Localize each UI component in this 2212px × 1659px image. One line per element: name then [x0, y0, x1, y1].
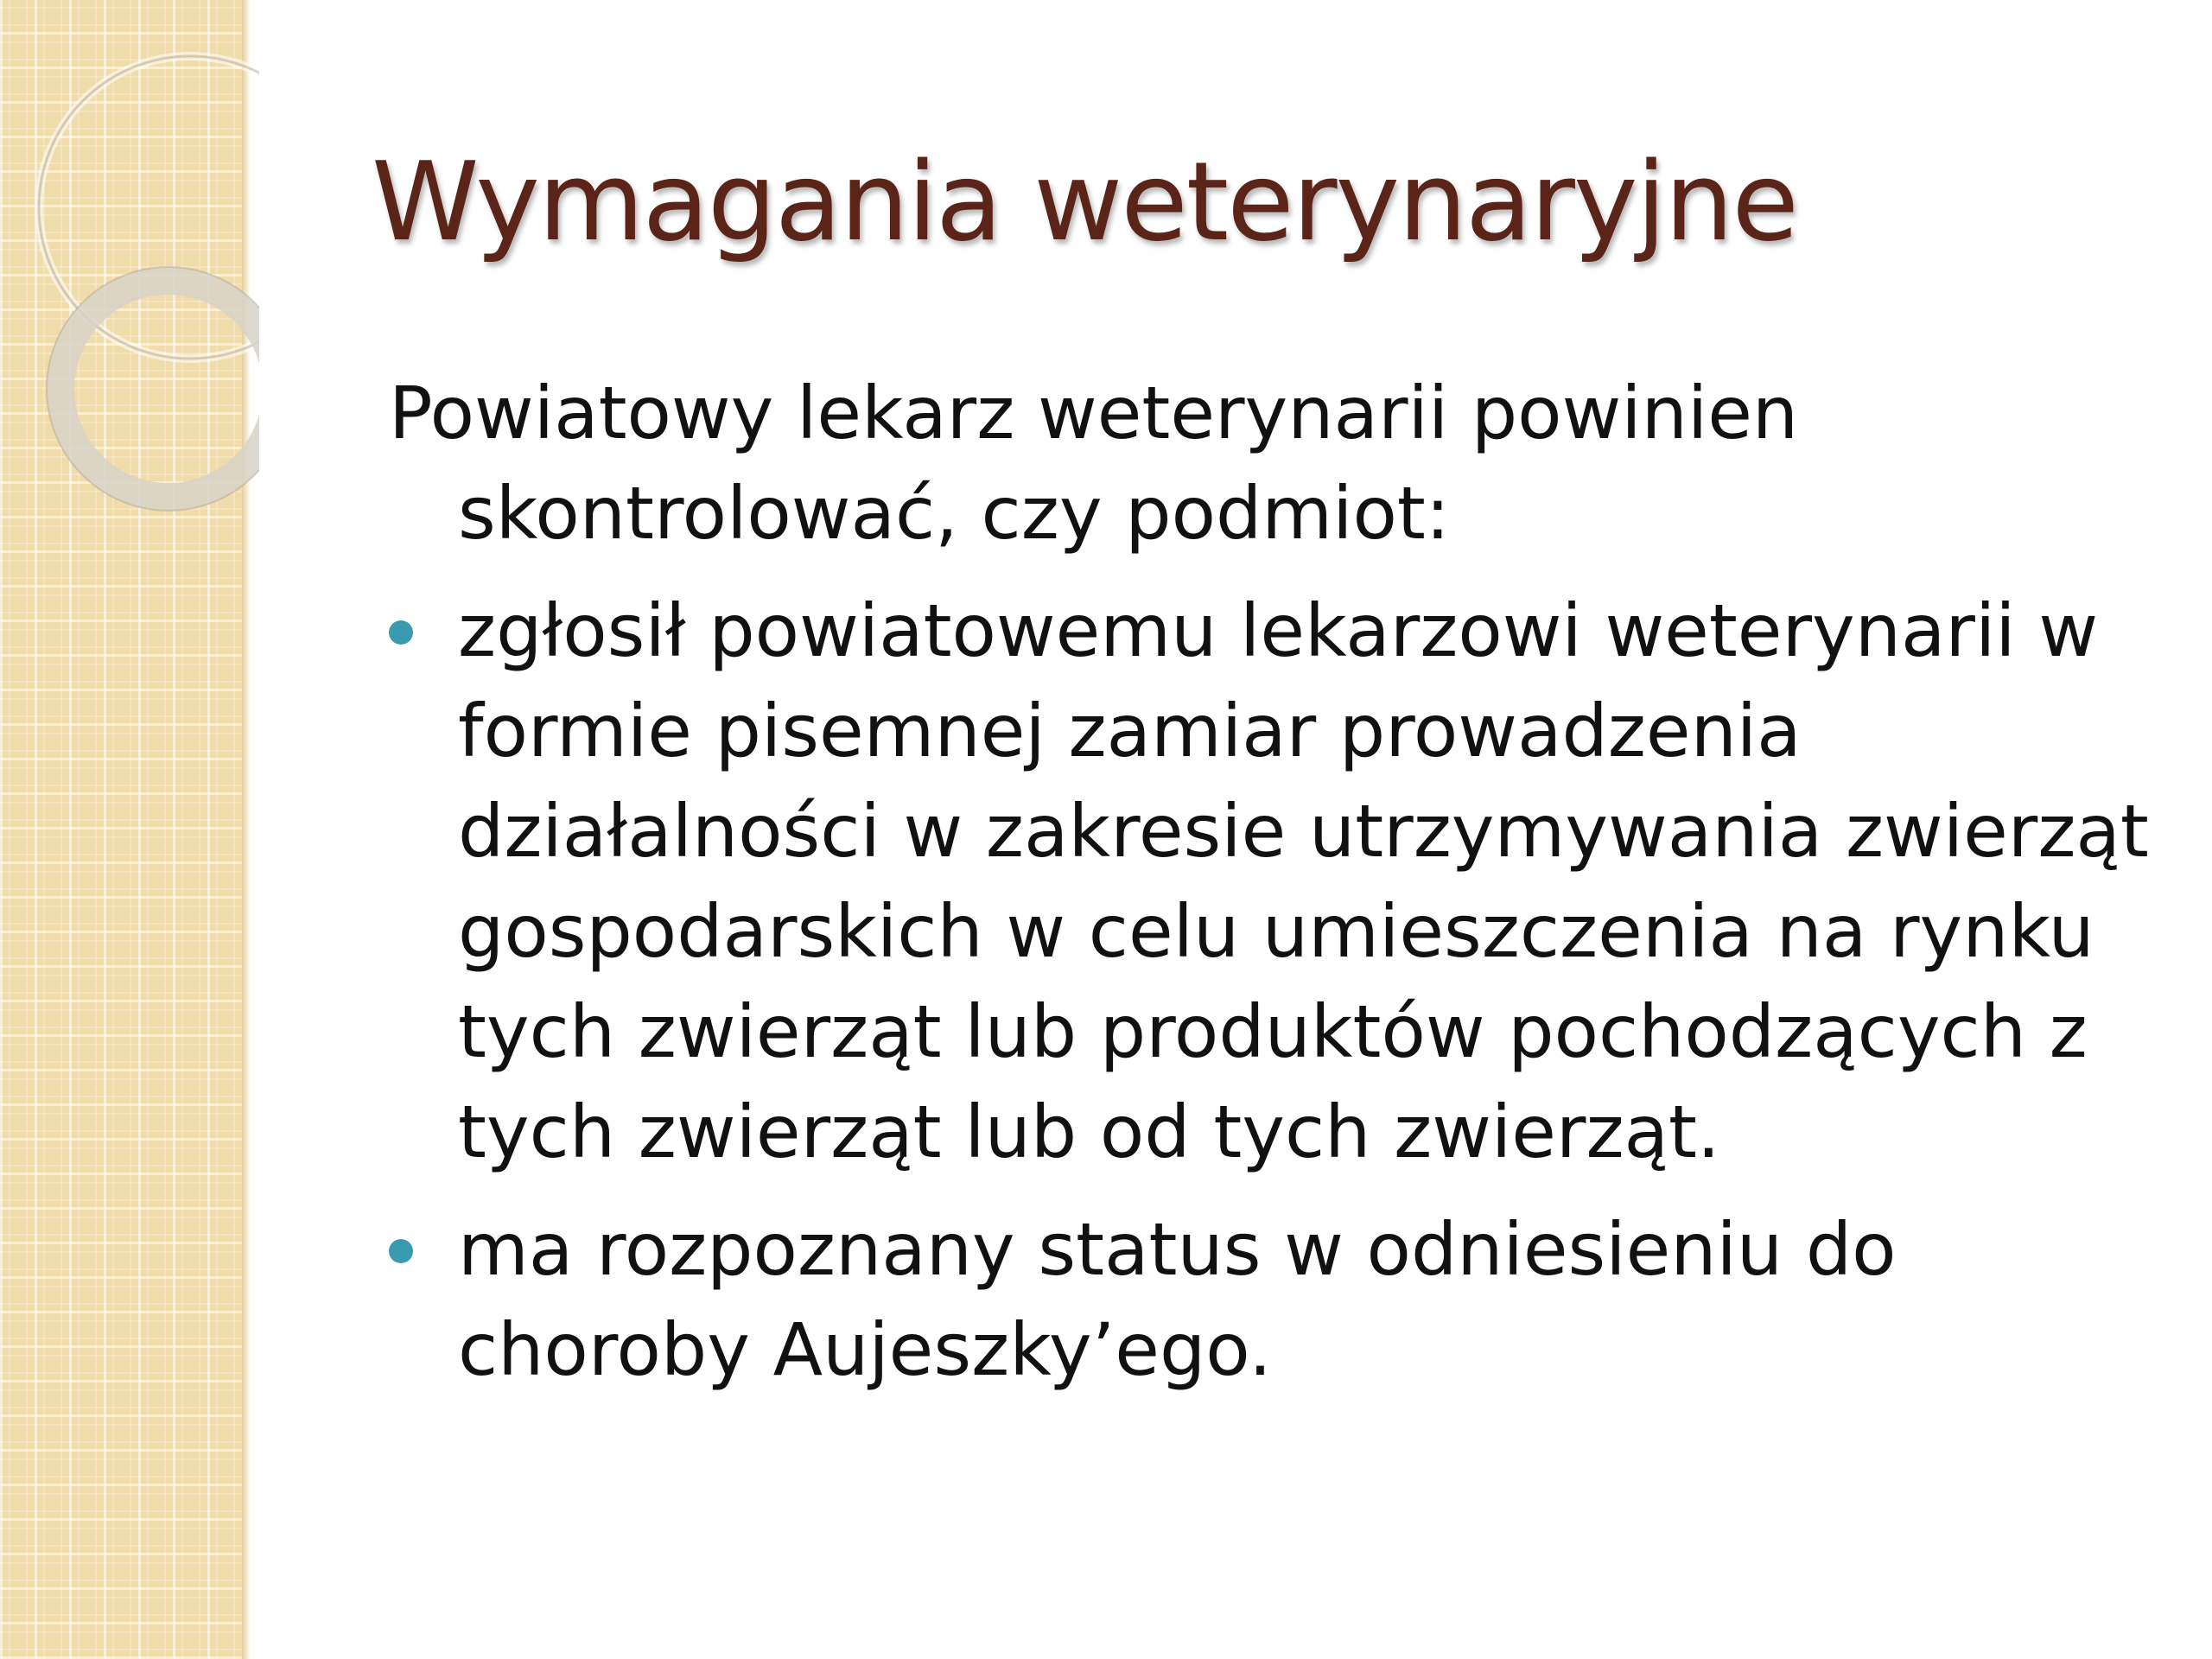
intro-paragraph: Powiatowy lekarz weterynarii powinien skontrolować, czy podmiot:: [389, 371, 1799, 556]
bullet-item: [389, 581, 2152, 1182]
bullet-dot-icon: [389, 620, 413, 645]
bullet-item: [389, 1199, 2152, 1400]
bullet-dot-icon: [389, 1239, 413, 1263]
bullet-text: zgłosił powiatowemu lekarzowi weterynarii w formie pisemnej zamiar prowadzenia działalności w zakresie utrzymywania zwierząt gospodarskich w celu umieszczenia na rynku tych zwierząt lub produktów pochodzących z tych zwierząt lub od tych zwierząt.: [458, 588, 2149, 1174]
slide-title: Wymagania weterynaryjne: [372, 138, 1797, 265]
decorative-rings: [0, 0, 259, 553]
slide-body: [389, 363, 2152, 1417]
bullet-text: ma rozpoznany status w odniesieniu do choroby Aujeszky’ego.: [458, 1207, 1897, 1392]
